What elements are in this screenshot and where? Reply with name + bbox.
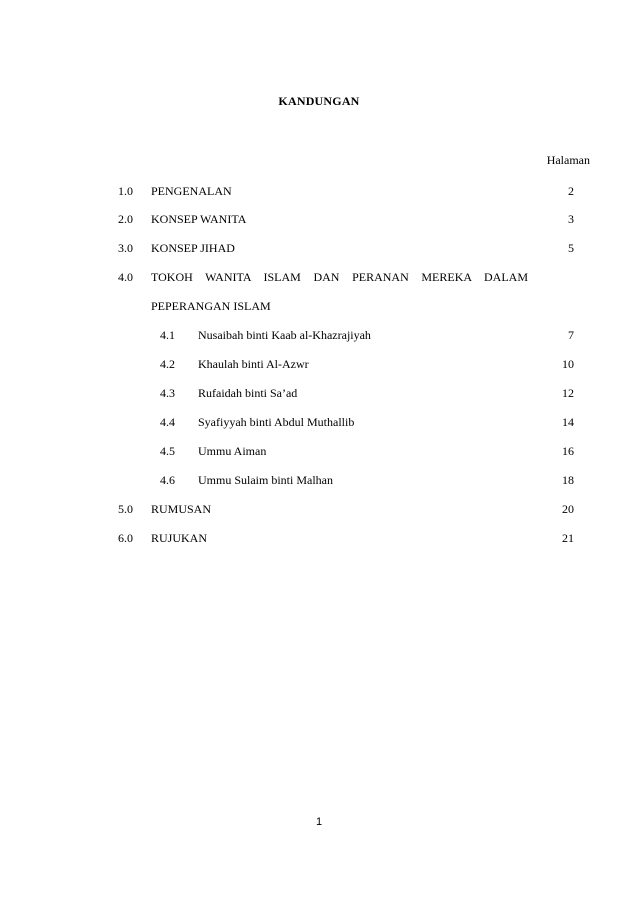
toc-subentry-number: 4.1	[160, 328, 175, 342]
toc-entry-number: 4.0	[118, 270, 133, 284]
toc-subentry-label: Syafiyyah binti Abdul Muthallib	[198, 415, 355, 429]
toc-entry-2	[0, 211, 638, 227]
toc-subentry-4-5	[0, 443, 638, 459]
toc-entry-4-continuation	[0, 298, 638, 314]
toc-subentry-number: 4.5	[160, 444, 175, 458]
toc-entry-label: RUJUKAN	[151, 531, 208, 545]
toc-subentry-number: 4.2	[160, 357, 175, 371]
toc-entry-number: 1.0	[118, 184, 133, 198]
toc-subentry-label: Nusaibah binti Kaab al-Khazrajiyah	[198, 328, 371, 342]
toc-subentry-number: 4.4	[160, 415, 175, 429]
toc-subentry-label: Ummu Sulaim binti Malhan	[198, 473, 333, 487]
toc-entry-label: TOKOH WANITA ISLAM DAN PERANAN MEREKA DALAM	[151, 270, 528, 284]
toc-entry-page: 21	[562, 531, 574, 545]
toc-subentry-page: 14	[562, 415, 574, 429]
toc-entry-page: 2	[568, 184, 574, 198]
toc-entry-label-line2: PEPERANGAN ISLAM	[151, 299, 271, 313]
toc-entry-1	[0, 183, 638, 199]
page-title: KANDUNGAN	[278, 94, 360, 108]
toc-entry-4	[0, 269, 638, 285]
toc-subentry-page: 10	[562, 357, 574, 371]
toc-subentry-page: 16	[562, 444, 574, 458]
page-column-header: Halaman	[546, 153, 590, 167]
toc-subentry-page: 12	[562, 386, 574, 400]
toc-subentry-4-4	[0, 414, 638, 430]
toc-entry-3	[0, 240, 638, 256]
toc-subentry-label: Rufaidah binti Sa’ad	[198, 386, 298, 400]
toc-subentry-label: Khaulah binti Al-Azwr	[198, 357, 309, 371]
toc-subentry-label: Ummu Aiman	[198, 444, 267, 458]
toc-entry-label: RUMUSAN	[151, 502, 212, 516]
toc-subentry-number: 4.6	[160, 473, 175, 487]
toc-entry-number: 3.0	[118, 241, 133, 255]
toc-subentry-4-6	[0, 472, 638, 488]
footer-page-number: 1	[315, 816, 323, 828]
toc-entry-6	[0, 530, 638, 546]
toc-entry-label: KONSEP WANITA	[151, 212, 247, 226]
toc-subentry-4-2	[0, 356, 638, 372]
toc-entry-number: 2.0	[118, 212, 133, 226]
toc-entry-label: KONSEP JIHAD	[151, 241, 235, 255]
toc-entry-number: 6.0	[118, 531, 133, 545]
toc-entry-page: 5	[568, 241, 574, 255]
toc-entry-page: 3	[568, 212, 574, 226]
toc-subentry-page: 7	[568, 328, 574, 342]
toc-subentry-page: 18	[562, 473, 574, 487]
toc-entry-5	[0, 501, 638, 517]
toc-subentry-number: 4.3	[160, 386, 175, 400]
toc-subentry-4-1	[0, 327, 638, 343]
toc-subentry-4-3	[0, 385, 638, 401]
toc-entry-label: PENGENALAN	[151, 184, 232, 198]
toc-entry-number: 5.0	[118, 502, 133, 516]
toc-entry-page: 20	[562, 502, 574, 516]
